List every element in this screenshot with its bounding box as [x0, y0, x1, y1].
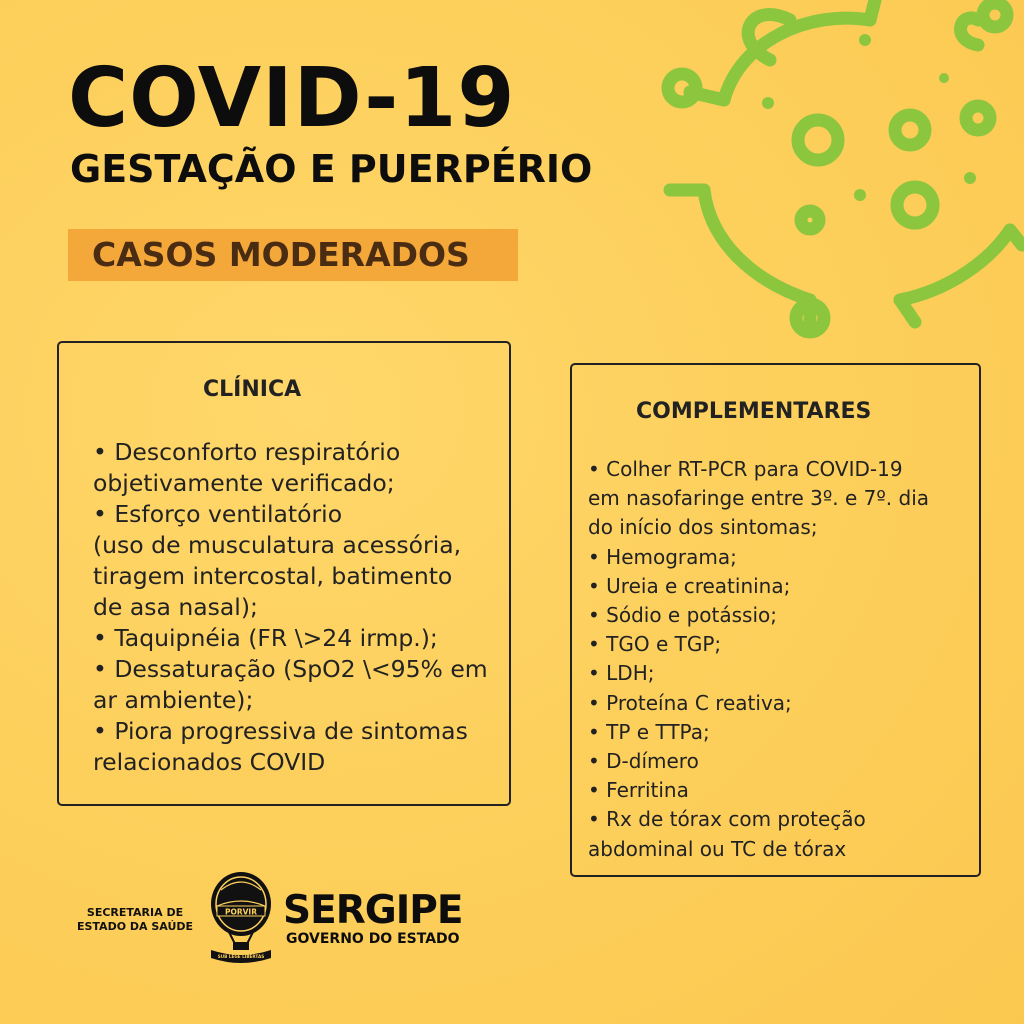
- clinica-panel: [57, 341, 511, 806]
- virus-illustration-icon: [660, 0, 1024, 340]
- list-item: • Piora progressiva de sintomas relacionados COVID: [93, 717, 468, 776]
- complementares-title: COMPLEMENTARES: [636, 399, 872, 424]
- list-item: • Ureia e creatinina;: [588, 573, 791, 598]
- list-item: • Desconforto respiratório objetivamente verificado;: [93, 438, 401, 497]
- clinica-list: [93, 437, 503, 778]
- list-item: • Dessaturação (SpO2 \<95% em ar ambiente);: [93, 655, 488, 714]
- seal-motto: SUB LEGE LIBERTAS: [217, 954, 265, 959]
- state-name: SERGIPE: [283, 888, 463, 933]
- list-item: • Hemograma;: [588, 544, 737, 569]
- department-label: SECRETARIA DE ESTADO DA SAÚDE: [76, 906, 194, 933]
- list-item: • TP e TTPa;: [588, 719, 710, 744]
- severity-badge: CASOS MODERADOS: [92, 235, 470, 274]
- complementares-list: [588, 455, 980, 864]
- list-item: • TGO e TGP;: [588, 632, 722, 657]
- list-item: • Proteína C reativa;: [588, 690, 792, 715]
- state-seal-icon: [207, 870, 275, 968]
- list-item: • Sódio e potássio;: [588, 603, 777, 628]
- list-item: • Colher RT-PCR para COVID-19 em nasofaringe entre 3º. e 7º. dia do início dos sintomas;: [588, 457, 930, 540]
- page-title: COVID-19: [68, 51, 516, 146]
- list-item: • Ferritina: [588, 778, 689, 803]
- list-item: • Rx de tórax com proteção abdominal ou TC de tórax: [588, 807, 866, 861]
- complementares-panel: [570, 363, 981, 877]
- seal-text: PORVIR: [224, 907, 258, 917]
- list-item: • LDH;: [588, 661, 655, 686]
- page-subtitle: GESTAÇÃO E PUERPÉRIO: [70, 147, 593, 191]
- list-item: • Taquipnéia (FR \>24 irmp.);: [93, 624, 438, 652]
- government-label: GOVERNO DO ESTADO: [286, 931, 460, 947]
- list-item: • D-dímero: [588, 749, 699, 774]
- clinica-title: CLÍNICA: [203, 377, 302, 402]
- list-item: • Esforço ventilatório (uso de musculatura acessória, tiragem intercostal, batimento de asa nasal);: [93, 500, 462, 621]
